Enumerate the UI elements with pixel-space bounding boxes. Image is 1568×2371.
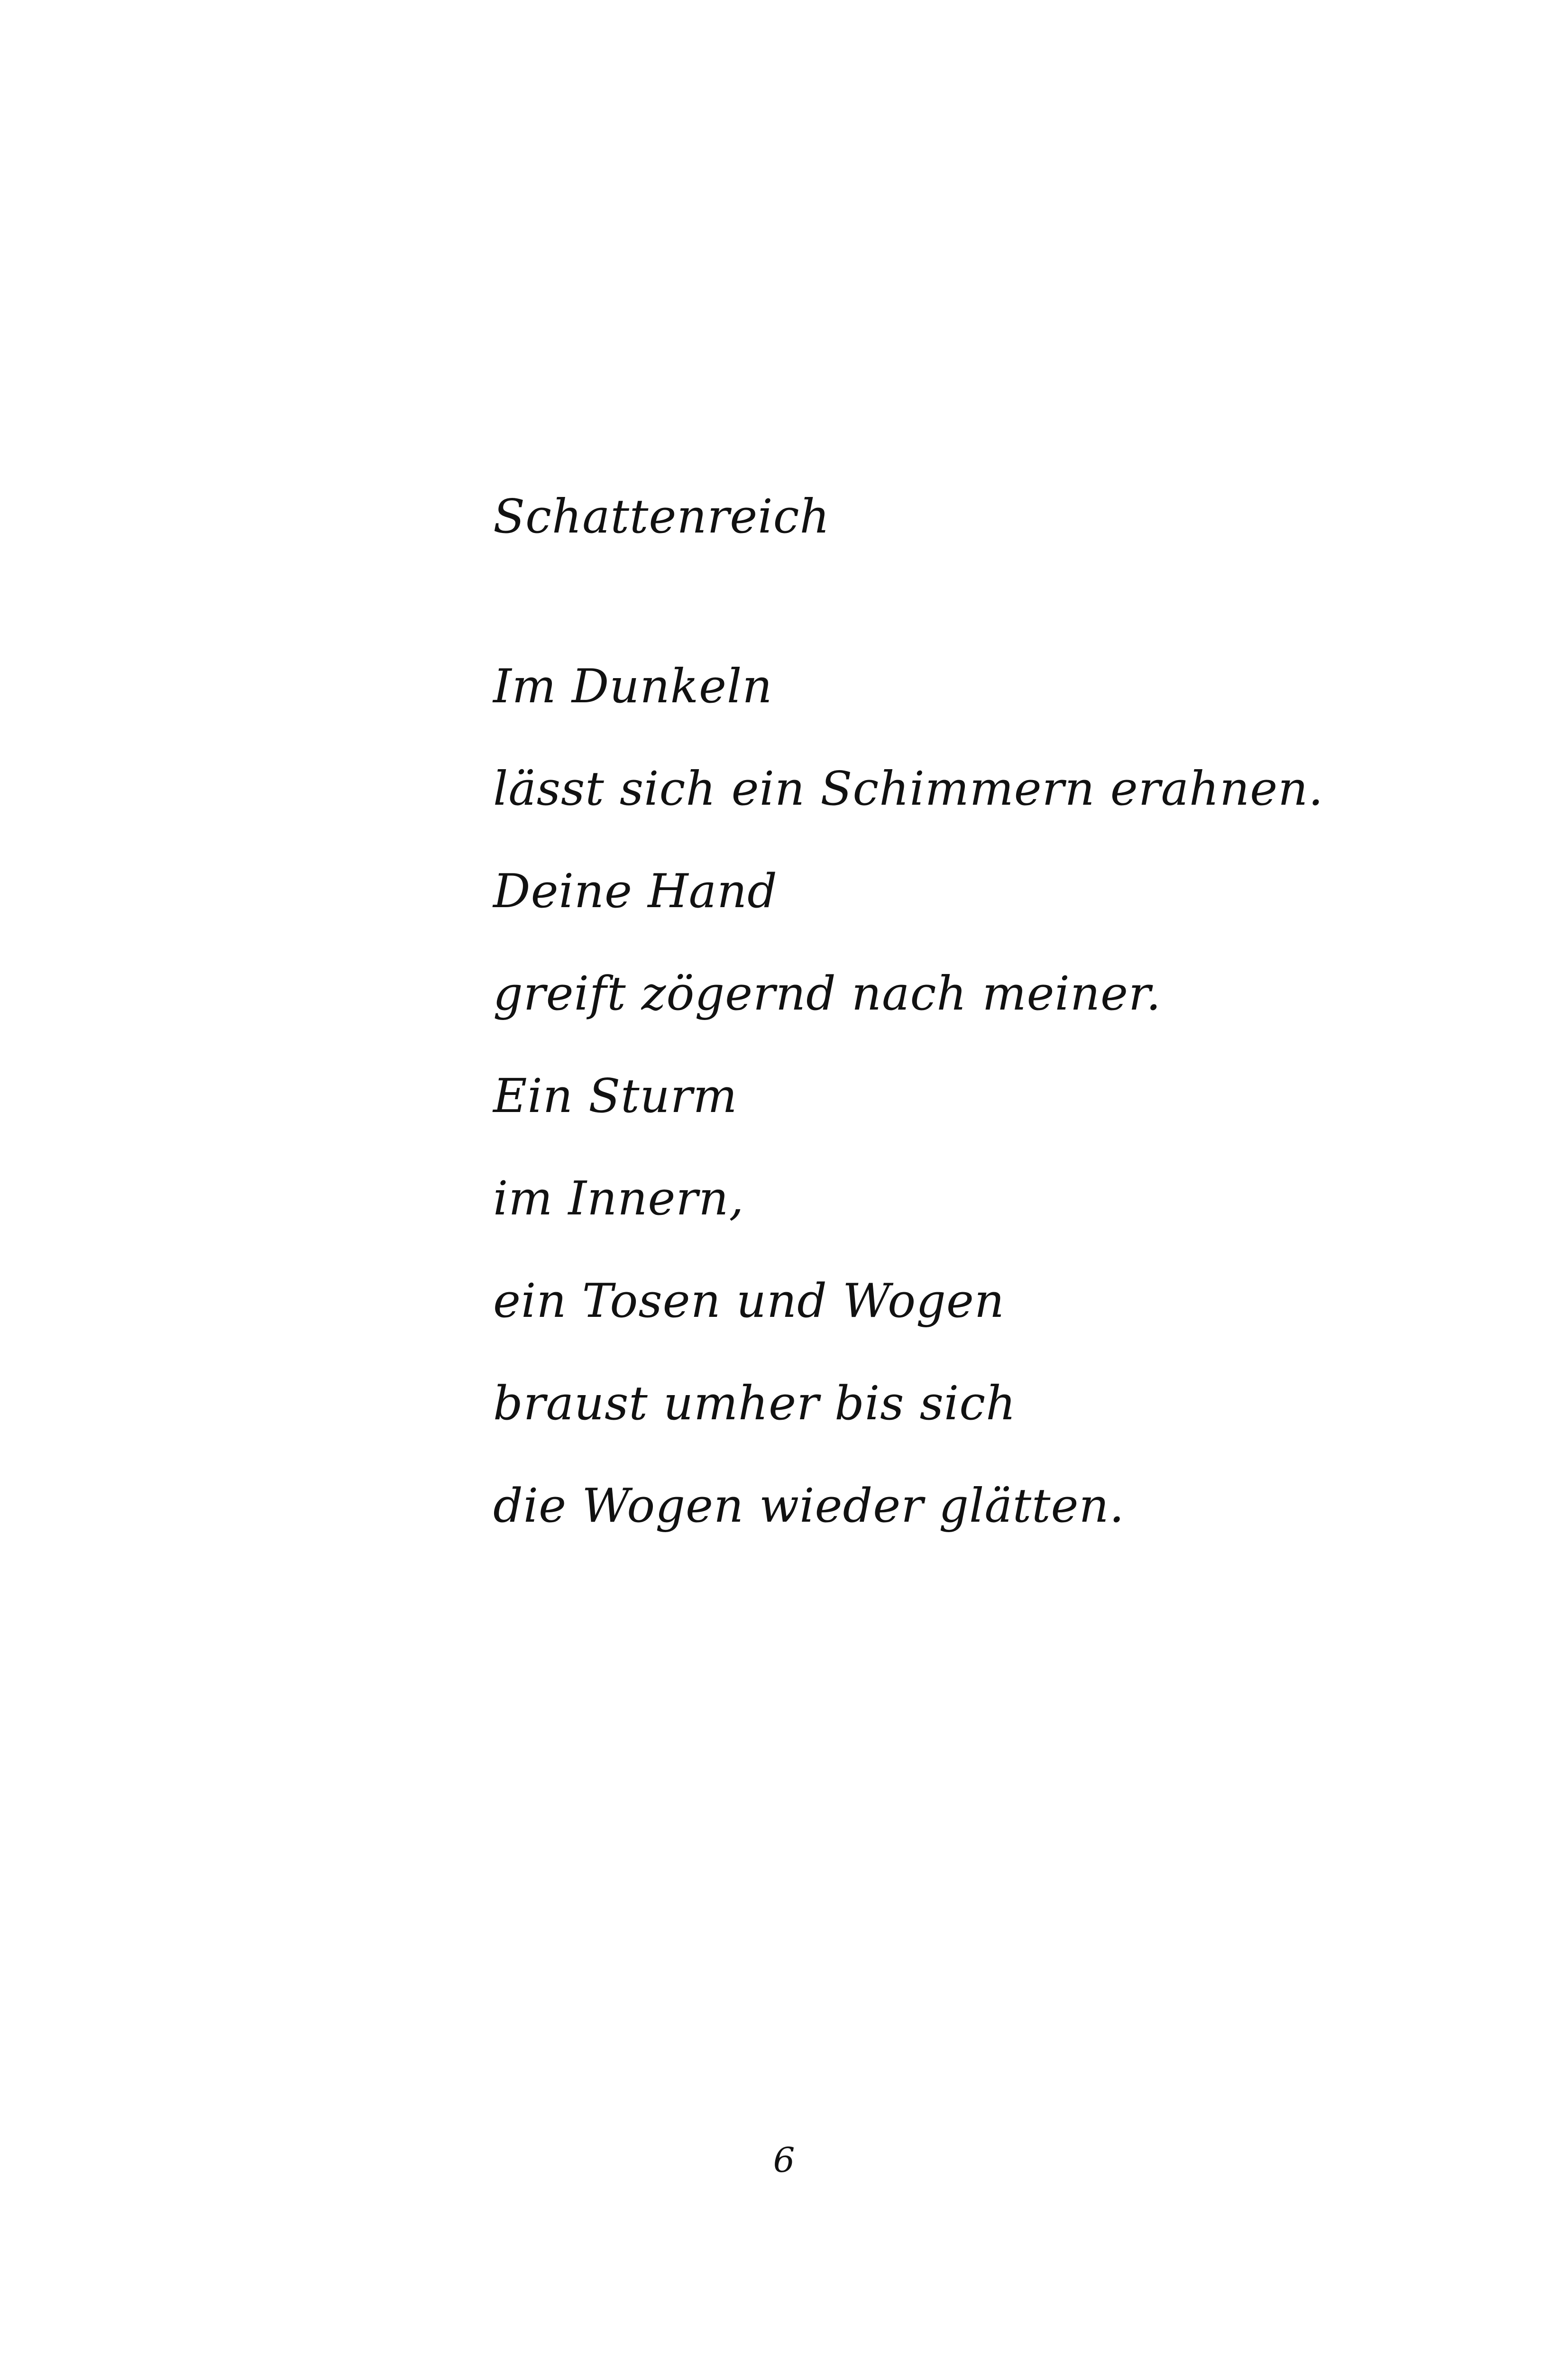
- page-number: 6: [773, 2140, 795, 2180]
- poem-body: [493, 635, 1324, 1557]
- poem-line: Deine Hand: [493, 864, 778, 919]
- poem-line: lässt sich ein Schimmern erahnen.: [493, 762, 1324, 816]
- poem-line: im Innern,: [493, 1172, 744, 1226]
- poem-line: greift zögernd nach meiner.: [493, 967, 1162, 1021]
- poem-line: die Wogen wieder glätten.: [493, 1479, 1125, 1533]
- poem-title: Schattenreich: [493, 490, 830, 544]
- poem-line: ein Tosen und Wogen: [493, 1274, 1005, 1328]
- poem-line: Ein Sturm: [493, 1069, 738, 1123]
- poem-line: Im Dunkeln: [493, 660, 773, 714]
- poem-line: braust umher bis sich: [493, 1377, 1017, 1431]
